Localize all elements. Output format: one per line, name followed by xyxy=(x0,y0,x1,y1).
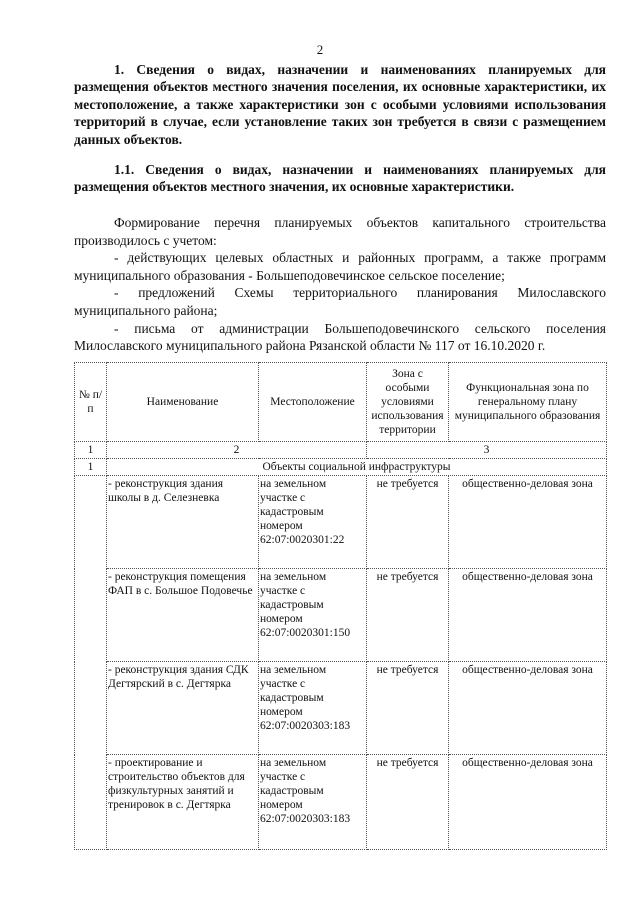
table-row xyxy=(75,662,607,755)
object-zone: не требуется xyxy=(367,476,449,569)
intro-bullet-letter: - письма от администрации Большеподовечинского сельского поселения Милославского муниципального района Рязанской области № 117 от 16.10.2020 г. xyxy=(74,320,606,354)
table-section-row xyxy=(75,459,607,476)
table-index-row xyxy=(75,442,607,459)
header-location: Местоположение xyxy=(259,363,367,442)
object-zone: не требуется xyxy=(367,662,449,755)
header-functional-zone: Функциональная зона по генеральному плану муниципального образования xyxy=(449,363,607,442)
object-location: на земельном участке с кадастровым номером 62:07:0020303:183 xyxy=(259,662,367,755)
header-num: № п/п xyxy=(75,363,107,442)
object-name: - реконструкция здания школы в д. Селезневка xyxy=(107,476,259,569)
object-functional-zone: общественно-деловая зона xyxy=(449,476,607,569)
object-functional-zone: общественно-деловая зона xyxy=(449,569,607,662)
section-heading-1: 1. Сведения о видах, назначении и наименованиях планируемых для размещения объектов местного значения поселения, их основные характеристики, их местоположение, а также характеристики зон с особыми условиями использования территорий в случае, если установление таких зон требуется в связи с размещением данных объектов. xyxy=(74,62,606,147)
index-cell: 1 xyxy=(75,442,107,459)
object-location: на земельном участке с кадастровым номером 62:07:0020301:150 xyxy=(259,569,367,662)
header-zone: Зона с особыми условиями использования территории xyxy=(367,363,449,442)
intro-paragraph: Формирование перечня планируемых объектов капитального строительства производилось с учетом: xyxy=(74,215,606,248)
object-location: на земельном участке с кадастровым номером 62:07:0020301:22 xyxy=(259,476,367,569)
objects-table xyxy=(74,362,607,850)
row-num-cell xyxy=(75,476,107,850)
intro-bullet-programs: - действующих целевых областных и районных программ, а также программ муниципального образования - Большеподовечинское сельское поселение; xyxy=(74,250,606,283)
index-cell: 2 xyxy=(107,442,367,459)
table-row xyxy=(75,755,607,850)
object-location: на земельном участке с кадастровым номером 62:07:0020303:183 xyxy=(259,755,367,850)
object-name: - проектирование и строительство объектов для физкультурных занятий и тренировок в с. Дегтярка xyxy=(107,755,259,850)
table-header-row xyxy=(75,363,607,442)
section-num: 1 xyxy=(75,459,107,476)
object-functional-zone: общественно-деловая зона xyxy=(449,662,607,755)
object-name: - реконструкция помещения ФАП в с. Большое Подовечье xyxy=(107,569,259,662)
object-zone: не требуется xyxy=(367,755,449,850)
intro-text xyxy=(74,214,606,355)
table-row xyxy=(75,476,607,569)
header-name: Наименование xyxy=(107,363,259,442)
table-row xyxy=(75,569,607,662)
intro-bullet-scheme: - предложений Схемы территориального планирования Милославского муниципального района; xyxy=(74,285,606,318)
page-number: 2 xyxy=(316,42,324,57)
object-functional-zone: общественно-деловая зона xyxy=(449,755,607,850)
object-zone: не требуется xyxy=(367,569,449,662)
object-name: - реконструкция здания СДК Дегтярский в с. Дегтярка xyxy=(107,662,259,755)
section-heading-1-1: 1.1. Сведения о видах, назначении и наименованиях планируемых для размещения объектов местного значения, их основные характеристики. xyxy=(74,162,606,195)
section-title: Объекты социальной инфраструктуры xyxy=(107,459,607,476)
index-cell: 3 xyxy=(367,442,607,459)
